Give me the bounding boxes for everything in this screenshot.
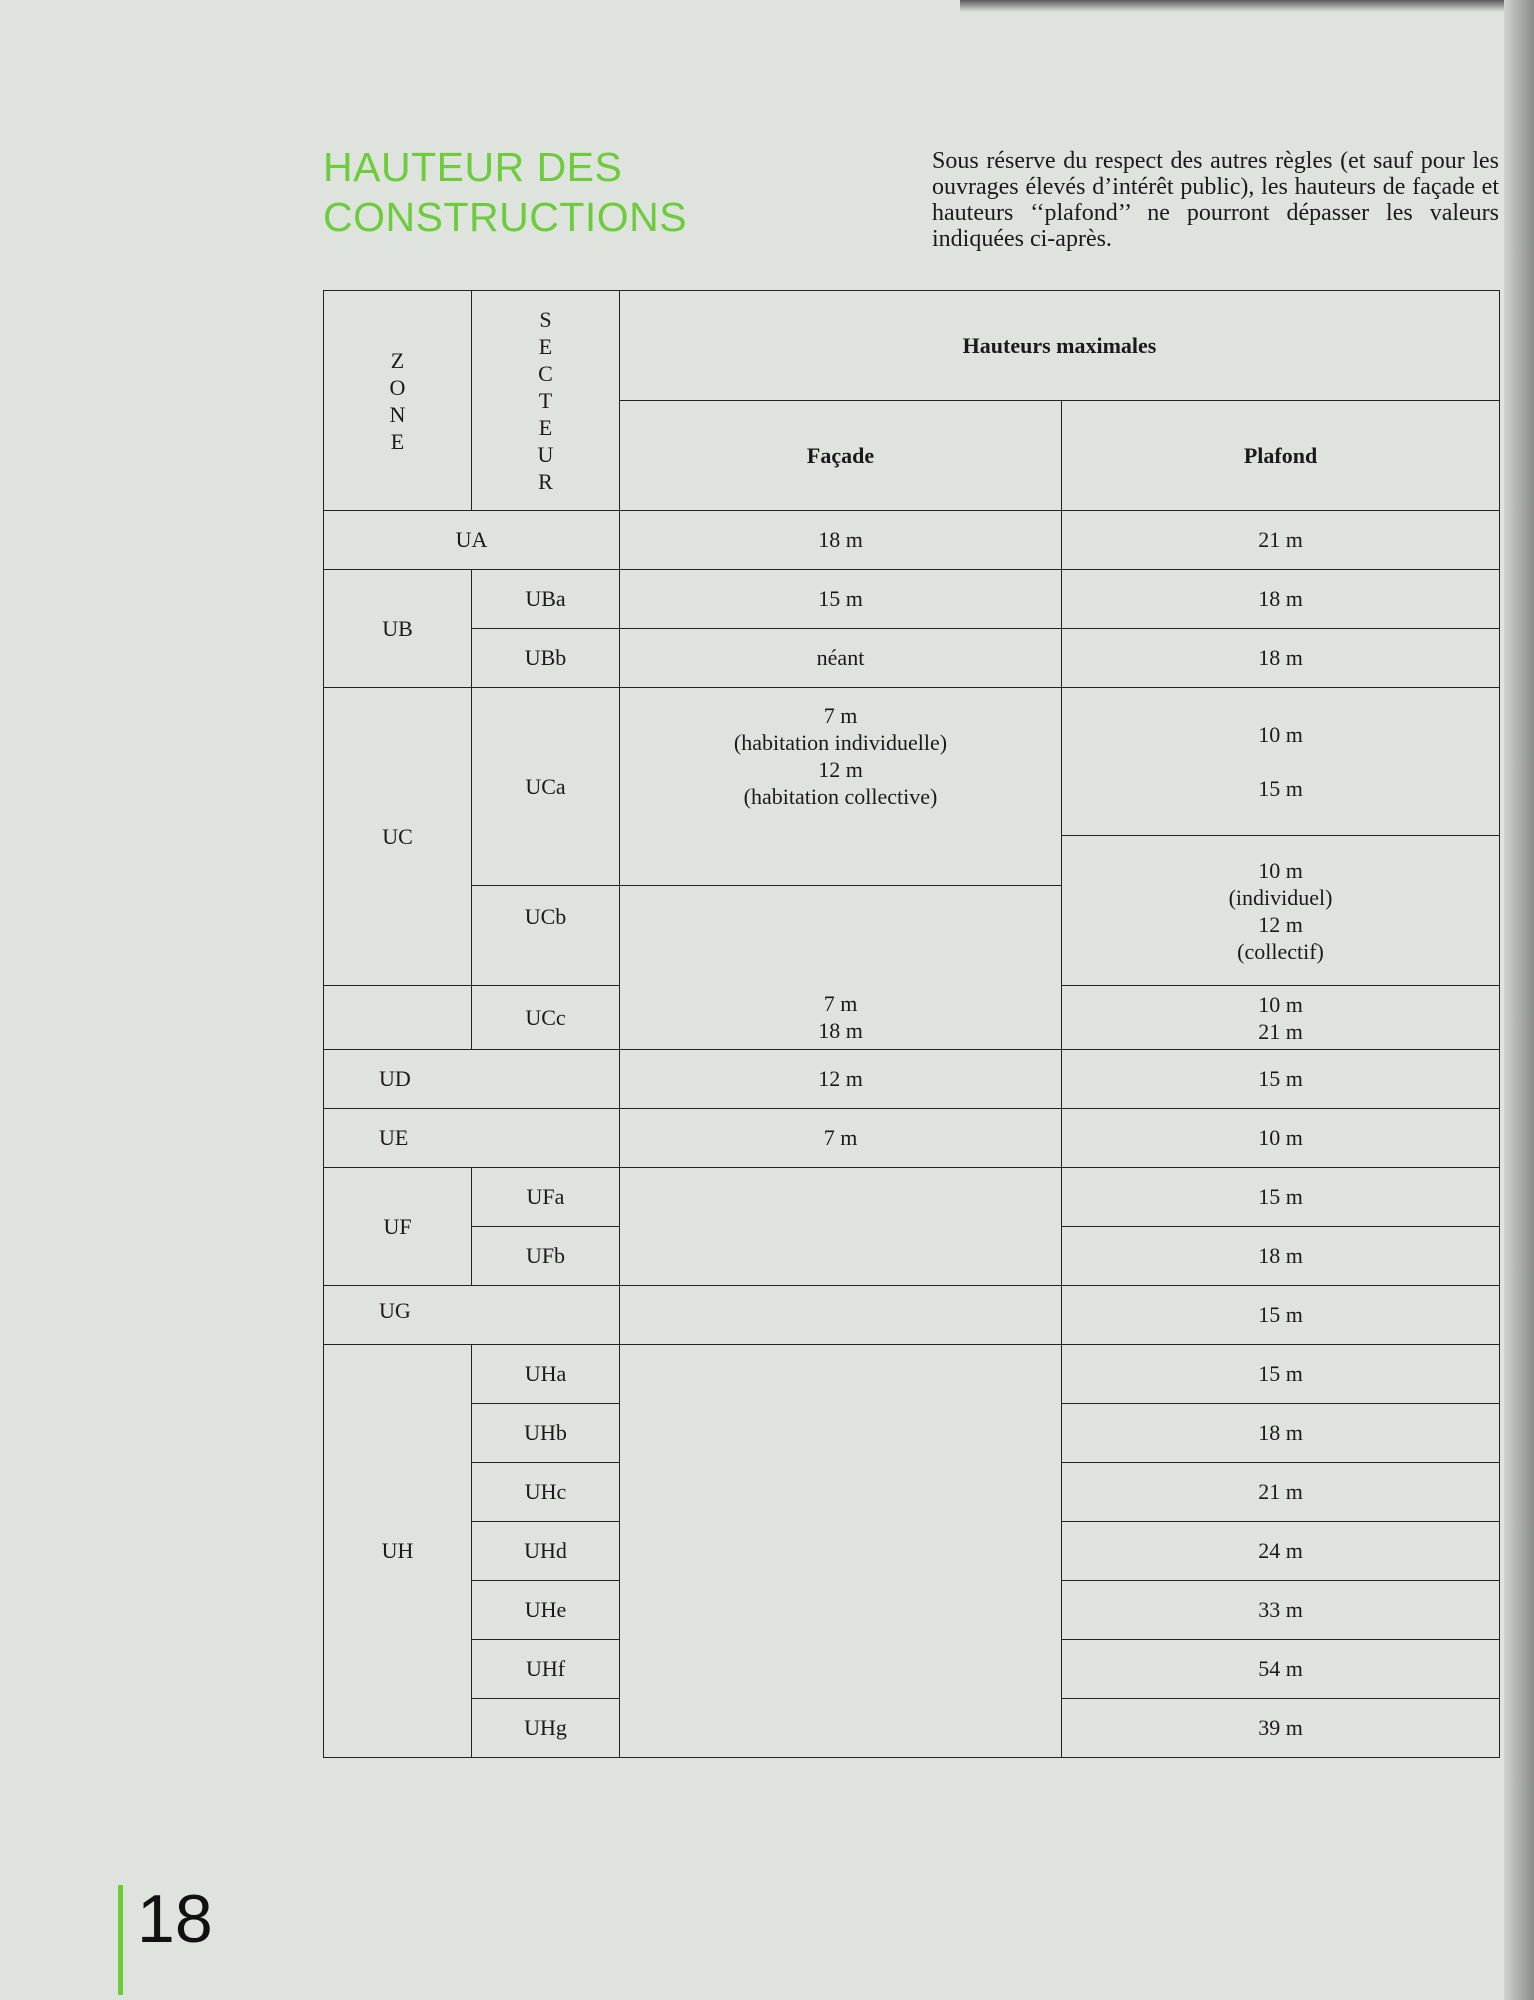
header-letter: E bbox=[390, 428, 405, 454]
zone-cell: UB bbox=[324, 570, 472, 688]
cell-line: (collectif) bbox=[1237, 938, 1324, 964]
plafond-cell: 18 m bbox=[1062, 629, 1500, 688]
title-line-2: CONSTRUCTIONS bbox=[323, 194, 688, 240]
sector-cell: UCb bbox=[472, 886, 620, 986]
facade-cell: 15 m bbox=[620, 570, 1062, 629]
zone-cell: UF bbox=[324, 1168, 472, 1286]
cell-line: 10 m bbox=[1258, 722, 1303, 747]
sector-cell: UHe bbox=[472, 1581, 620, 1640]
plafond-cell: 33 m bbox=[1062, 1581, 1500, 1640]
plafond-cell: 15 m bbox=[1062, 1050, 1500, 1109]
header-letter: O bbox=[389, 374, 406, 400]
table-row bbox=[324, 1168, 1500, 1227]
intro-paragraph: Sous réserve du respect des autres règles (et sauf pour les ouvrages élevés d’intérêt public), les hauteurs de façade et hauteurs ‘‘plafond’’ ne pourront dépasser les valeurs indiquées ci-après. bbox=[932, 148, 1499, 252]
facade-cell bbox=[620, 1168, 1062, 1286]
zone-cell: UG bbox=[324, 1286, 620, 1345]
page-edge-shadow bbox=[1504, 0, 1534, 2000]
sector-cell: UHd bbox=[472, 1522, 620, 1581]
plafond-cell: 15 m bbox=[1062, 1168, 1500, 1227]
zone-cell: UC bbox=[324, 688, 472, 986]
cell-line: 10 m bbox=[1258, 991, 1303, 1017]
cell-line: (individuel) bbox=[1228, 884, 1333, 910]
cell-line: 21 m bbox=[1258, 1018, 1303, 1044]
zone-cell: UA bbox=[324, 511, 620, 570]
sector-cell: UCc bbox=[472, 986, 620, 1050]
plafond-cell: 10 m bbox=[1062, 1109, 1500, 1168]
facade-cell bbox=[620, 1286, 1062, 1345]
table-row bbox=[324, 986, 1500, 1050]
facade-cell: néant bbox=[620, 629, 1062, 688]
plafond-cell: 15 m bbox=[1062, 1286, 1500, 1345]
sector-cell: UBa bbox=[472, 570, 620, 629]
zone-header bbox=[324, 291, 472, 511]
plafond-header: Plafond bbox=[1062, 401, 1500, 511]
header-letter: E bbox=[538, 334, 553, 359]
table-row bbox=[324, 1345, 1500, 1404]
plafond-cell: 39 m bbox=[1062, 1699, 1500, 1758]
table-row bbox=[324, 1286, 1500, 1345]
header-letter: U bbox=[537, 442, 554, 467]
plafond-cell: 18 m bbox=[1062, 1227, 1500, 1286]
cell-line: (habitation individuelle) bbox=[733, 730, 948, 755]
plafond-cell bbox=[1062, 836, 1500, 986]
zone-cell: UE bbox=[324, 1109, 620, 1168]
zone-cell: UH bbox=[324, 1345, 472, 1758]
hauteurs-maximales-header: Hauteurs maximales bbox=[620, 291, 1500, 401]
plafond-cell: 15 m bbox=[1062, 1345, 1500, 1404]
cell-line: 18 m bbox=[818, 1018, 863, 1044]
table-row bbox=[324, 570, 1500, 629]
table-row bbox=[324, 1050, 1500, 1109]
facade-cell bbox=[620, 886, 1062, 986]
page-top-shadow bbox=[960, 0, 1534, 12]
facade-cell: 7 m bbox=[620, 1109, 1062, 1168]
facade-cell bbox=[620, 688, 1062, 886]
sector-cell: UHf bbox=[472, 1640, 620, 1699]
plafond-cell bbox=[1062, 688, 1500, 836]
plafond-cell: 24 m bbox=[1062, 1522, 1500, 1581]
sector-cell: UHc bbox=[472, 1463, 620, 1522]
plafond-cell bbox=[1062, 986, 1500, 1050]
sector-cell: UHa bbox=[472, 1345, 620, 1404]
facade-cell bbox=[620, 1345, 1062, 1758]
sector-cell: UCa bbox=[472, 688, 620, 886]
cell-line bbox=[1062, 748, 1499, 775]
table-row bbox=[324, 629, 1500, 688]
sector-cell: UBb bbox=[472, 629, 620, 688]
zone-cell: UD bbox=[324, 1050, 620, 1109]
header-letter: R bbox=[538, 469, 553, 494]
table-row bbox=[324, 1109, 1500, 1168]
cell-line: 12 m bbox=[818, 757, 863, 782]
header-letter: E bbox=[538, 415, 553, 440]
plafond-cell: 21 m bbox=[1062, 1463, 1500, 1522]
cell-line: (habitation collective) bbox=[743, 784, 938, 809]
sector-header bbox=[472, 291, 620, 511]
sector-cell: UFa bbox=[472, 1168, 620, 1227]
header-letter: N bbox=[389, 401, 406, 427]
cell-line: 7 m bbox=[823, 991, 858, 1017]
header-letter: C bbox=[538, 361, 553, 386]
plafond-cell: 18 m bbox=[1062, 1404, 1500, 1463]
table-row bbox=[324, 511, 1500, 570]
header-letter: Z bbox=[390, 347, 405, 373]
page-number: 18 bbox=[137, 1881, 213, 1957]
header-letter: S bbox=[539, 307, 552, 332]
sector-cell: UFb bbox=[472, 1227, 620, 1286]
cell-line: 12 m bbox=[1258, 911, 1303, 937]
plafond-cell: 21 m bbox=[1062, 511, 1500, 570]
title-line-1: HAUTEUR DES bbox=[323, 144, 623, 190]
sector-cell: UHb bbox=[472, 1404, 620, 1463]
plafond-cell: 18 m bbox=[1062, 570, 1500, 629]
plafond-cell: 54 m bbox=[1062, 1640, 1500, 1699]
cell-line: 15 m bbox=[1258, 776, 1303, 801]
zone-cell-empty bbox=[324, 986, 472, 1050]
facade-cell: 18 m bbox=[620, 511, 1062, 570]
header-letter: T bbox=[538, 388, 553, 413]
cell-line: 7 m bbox=[823, 703, 858, 728]
cell-line: 10 m bbox=[1258, 857, 1303, 883]
section-title bbox=[323, 142, 687, 242]
table-row bbox=[324, 688, 1500, 836]
facade-cell bbox=[620, 986, 1062, 1050]
facade-cell: 12 m bbox=[620, 1050, 1062, 1109]
sector-cell: UHg bbox=[472, 1699, 620, 1758]
heights-table bbox=[323, 290, 1500, 1758]
facade-header: Façade bbox=[620, 401, 1062, 511]
